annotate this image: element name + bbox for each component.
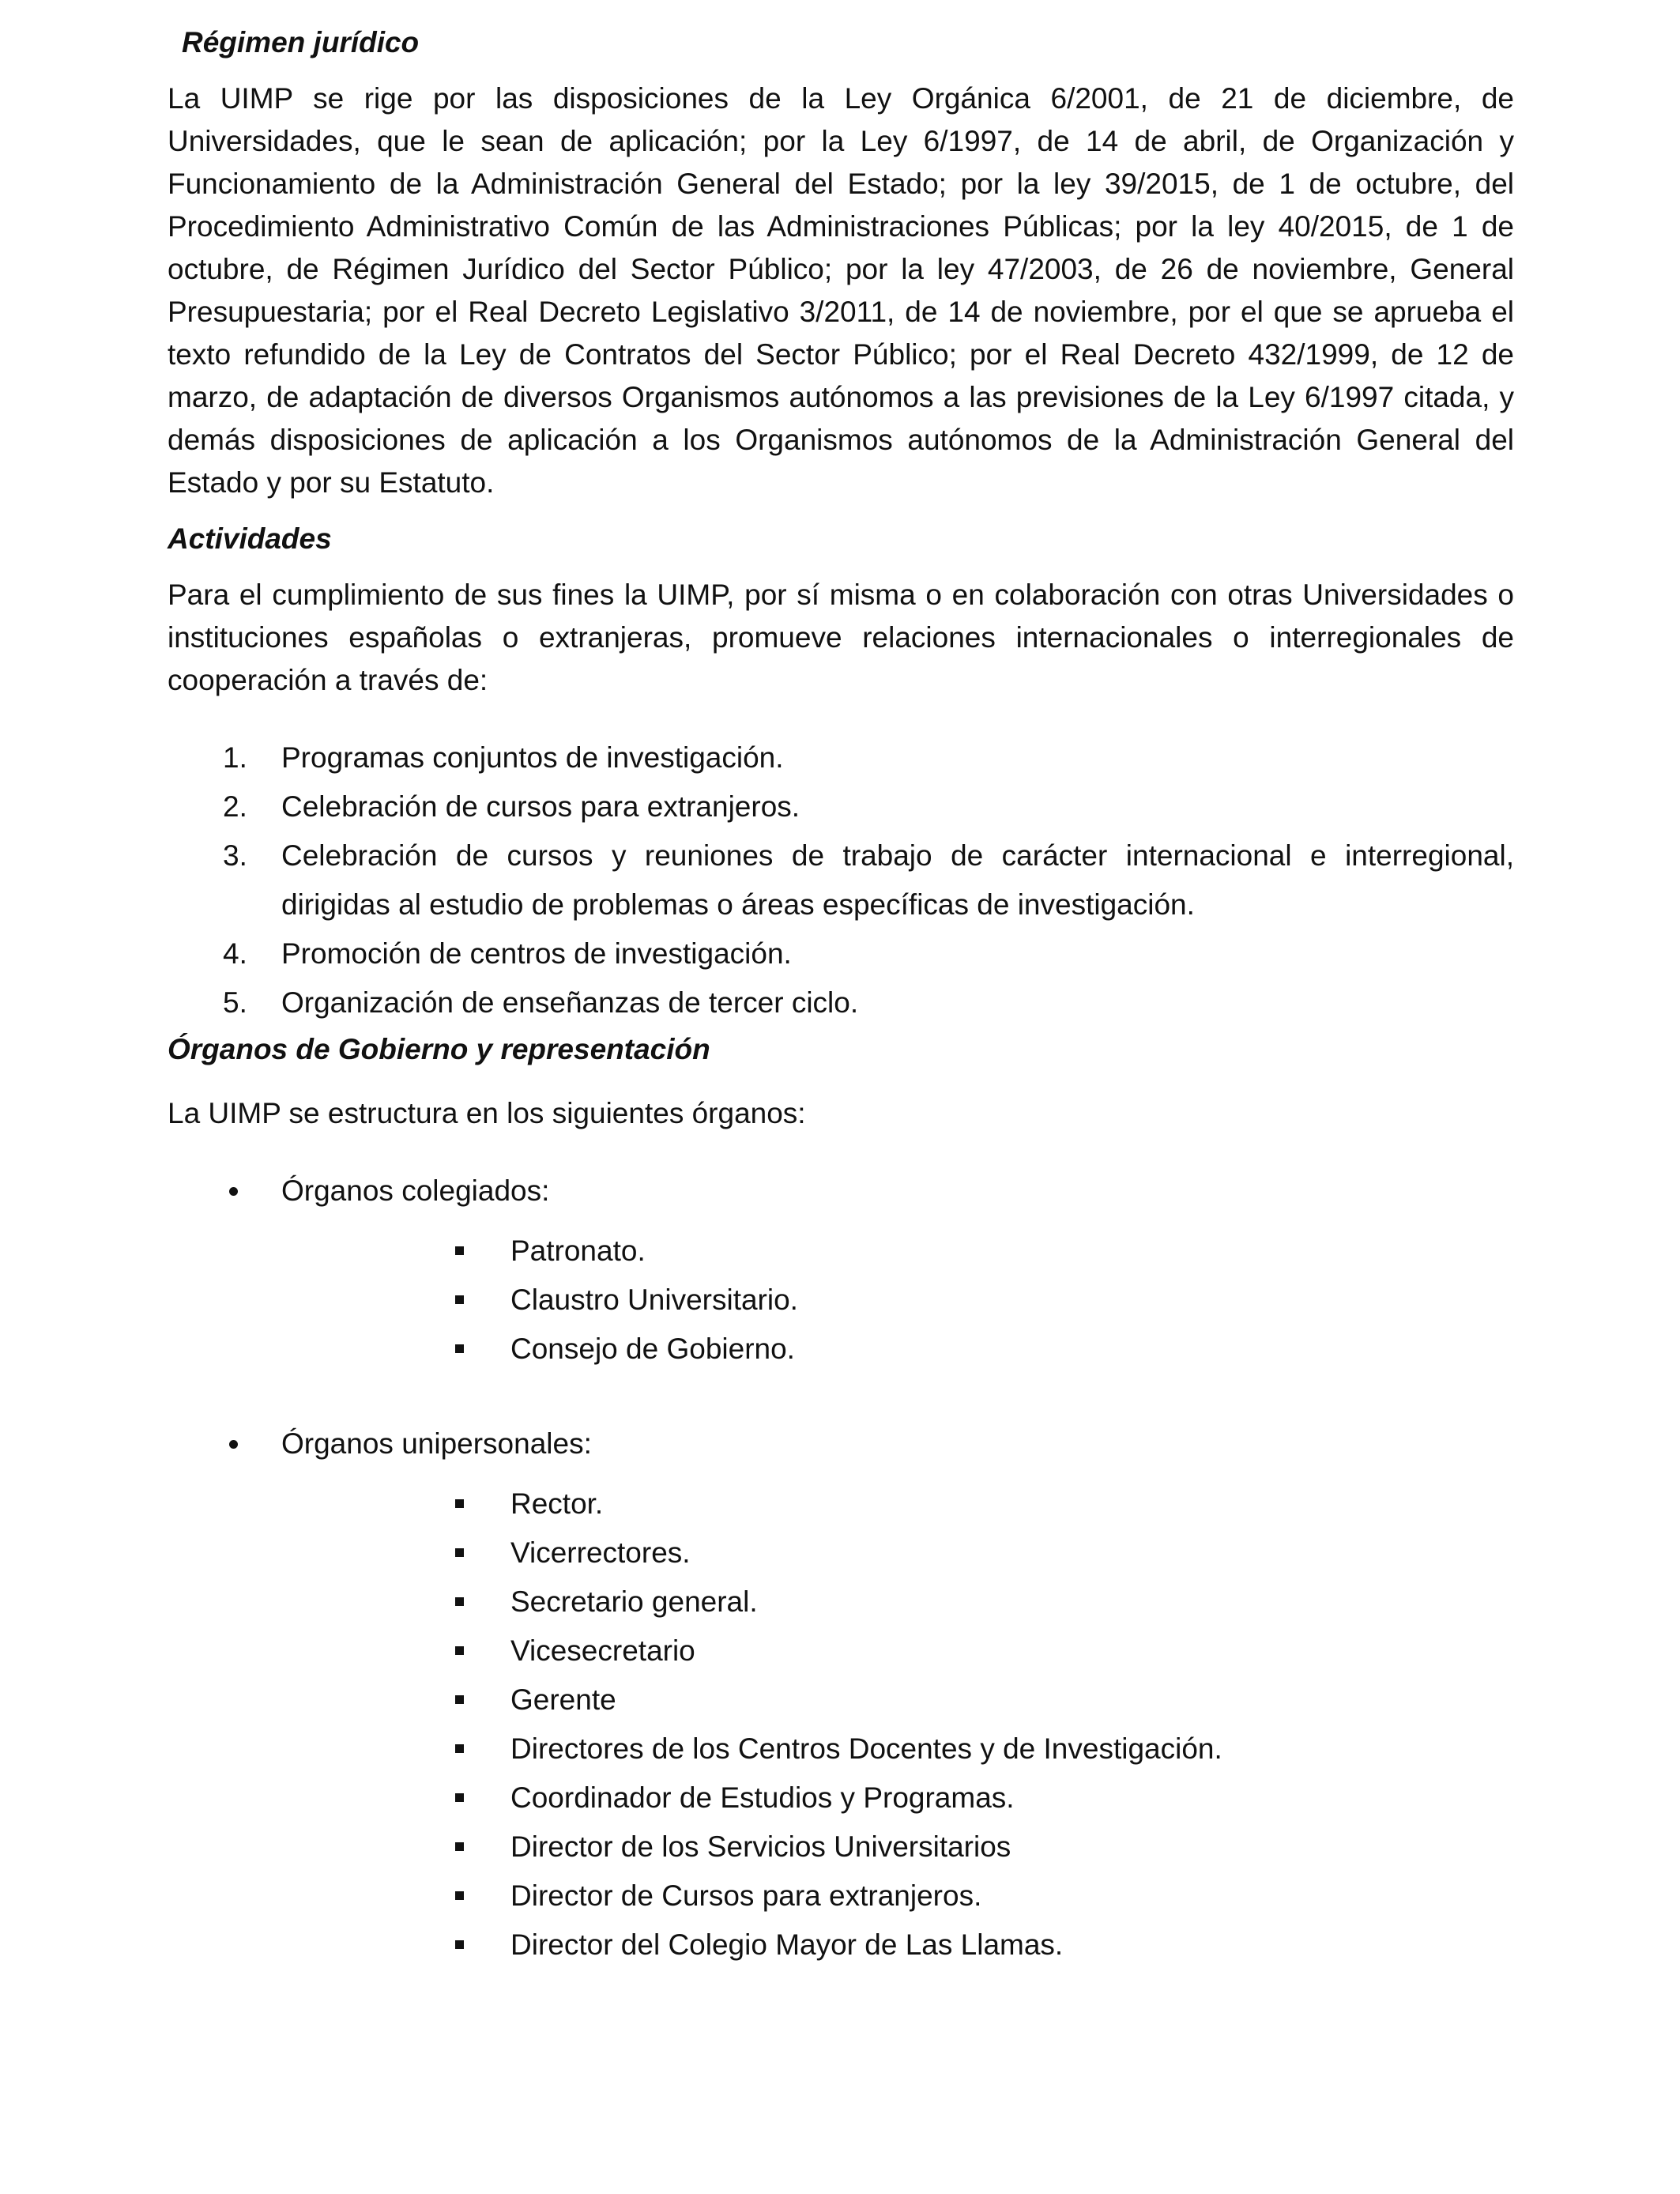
list-item — [168, 929, 1514, 978]
organos-list — [168, 1167, 1514, 1970]
organos-colegiados-item — [168, 1167, 1514, 1374]
sublist-item-text: Director de los Servicios Universitarios — [510, 1830, 1011, 1863]
list-item-text: Programas conjuntos de investigación. — [281, 741, 784, 774]
bullet-square-icon — [455, 1246, 464, 1255]
sublist-item — [281, 1921, 1514, 1970]
paragraph-regimen-juridico: La UIMP se rige por las disposiciones de la Ley Orgánica 6/2001, de 21 de diciembre, de Universidades, que le sean de aplicación; por la Ley 6/1997, de 14 de abril, de Organización y Funcionamiento de la Administración General del Estado; por la ley 39/2015, de 1 de octubre, del Procedimiento Administrativo Común de las Administraciones Públicas; por la ley 40/2015, de 1 de octubre, de Régimen Jurídico del Sector Público; por la ley 47/2003, de 26 de noviembre, General Presupuestaria; por el Real Decreto Legislativo 3/2011, de 14 de noviembre, por el que se aprueba el texto refundido de la Ley de Contratos del Sector Público; por el Real Decreto 432/1999, de 12 de marzo, de adaptación de diversos Organismos autónomos a las previsiones de la Ley 6/1997 citada, y demás disposiciones de aplicación a los Organismos autónomos de la Administración General del Estado y por su Estatuto. — [168, 82, 1514, 499]
sublist-item — [281, 1676, 1514, 1725]
document-page — [168, 21, 1514, 1970]
organos-unipersonales-item — [168, 1419, 1514, 1970]
list-number: 2. — [223, 790, 247, 823]
bullet-square-icon — [455, 1499, 464, 1508]
list-number: 5. — [223, 986, 247, 1019]
heading-organos-gobierno: Órganos de Gobierno y representación — [168, 1033, 710, 1065]
list-item-text: Promoción de centros de investigación. — [281, 937, 792, 970]
sublist-item-text: Vicesecretario — [510, 1634, 695, 1667]
bullet-square-icon — [455, 1344, 464, 1353]
organos-colegiados-label: Órganos colegiados: — [281, 1174, 550, 1207]
bullet-square-icon — [455, 1295, 464, 1304]
sublist-item — [281, 1276, 1514, 1325]
bullet-dot-icon — [229, 1440, 238, 1449]
organos-unipersonales-sublist — [281, 1480, 1514, 1970]
bullet-square-icon — [455, 1597, 464, 1606]
list-spacer — [168, 1374, 1514, 1419]
sublist-item — [281, 1325, 1514, 1374]
sublist-item-text: Patronato. — [510, 1235, 646, 1267]
sublist-item-text: Consejo de Gobierno. — [510, 1333, 795, 1365]
list-item — [168, 782, 1514, 831]
sublist-item — [281, 1725, 1514, 1774]
organos-unipersonales-label: Órganos unipersonales: — [281, 1427, 592, 1460]
sublist-item — [281, 1480, 1514, 1529]
sublist-item-text: Directores de los Centros Docentes y de Investigación. — [510, 1732, 1222, 1765]
bullet-square-icon — [455, 1940, 464, 1949]
sublist-item — [281, 1823, 1514, 1872]
sublist-item — [281, 1627, 1514, 1676]
bullet-square-icon — [455, 1695, 464, 1704]
organos-colegiados-sublist — [281, 1227, 1514, 1374]
list-item-text: Celebración de cursos para extranjeros. — [281, 790, 800, 823]
sublist-item-text: Director de Cursos para extranjeros. — [510, 1879, 982, 1912]
actividades-list — [168, 733, 1514, 1027]
list-item-text: Celebración de cursos y reuniones de trabajo de carácter internacional e interregional, dirigidas al estudio de problemas o áreas específicas de investigación. — [281, 839, 1514, 921]
bullet-square-icon — [455, 1842, 464, 1851]
bullet-dot-icon — [229, 1187, 238, 1196]
sublist-item-text: Vicerrectores. — [510, 1536, 691, 1569]
sublist-item-text: Rector. — [510, 1487, 604, 1520]
sublist-item — [281, 1578, 1514, 1627]
sublist-item-text: Gerente — [510, 1683, 616, 1716]
paragraph-actividades: Para el cumplimiento de sus fines la UIMP, por sí misma o en colaboración con otras Universidades o instituciones españolas o extranjeras, promueve relaciones internacionales o interregionales de cooperación a través de: — [168, 579, 1514, 696]
list-number: 4. — [223, 937, 247, 970]
list-item-text: Organización de enseñanzas de tercer ciclo. — [281, 986, 859, 1019]
sublist-item-text: Director del Colegio Mayor de Las Llamas. — [510, 1928, 1064, 1961]
bullet-square-icon — [455, 1548, 464, 1557]
list-item — [168, 978, 1514, 1027]
sublist-item — [281, 1529, 1514, 1578]
sublist-item-text: Secretario general. — [510, 1585, 758, 1618]
sublist-item — [281, 1774, 1514, 1823]
heading-actividades: Actividades — [168, 522, 332, 555]
bullet-square-icon — [455, 1646, 464, 1655]
list-number: 3. — [223, 839, 247, 872]
sublist-item-text: Claustro Universitario. — [510, 1284, 798, 1316]
bullet-square-icon — [455, 1891, 464, 1900]
list-item — [168, 831, 1514, 929]
paragraph-organos-intro: La UIMP se estructura en los siguientes órganos: — [168, 1097, 806, 1129]
sublist-item-text: Coordinador de Estudios y Programas. — [510, 1781, 1015, 1814]
bullet-square-icon — [455, 1793, 464, 1802]
sublist-item — [281, 1227, 1514, 1276]
bullet-square-icon — [455, 1744, 464, 1753]
heading-regimen-juridico: Régimen jurídico — [182, 26, 420, 58]
sublist-item — [281, 1872, 1514, 1921]
list-number: 1. — [223, 741, 247, 774]
list-item — [168, 733, 1514, 782]
